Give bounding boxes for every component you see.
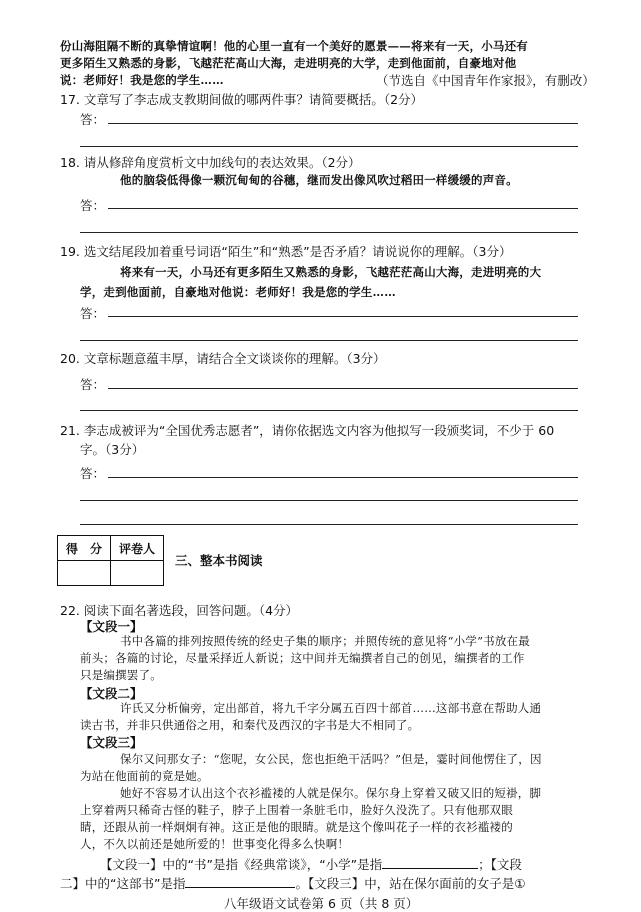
passage-label: 【文段三】 xyxy=(80,735,143,750)
question-18: 18. 请从修辞角度赏析文中加线句的表达效果。（2分） xyxy=(60,155,361,170)
answer-label: 答： xyxy=(80,466,106,481)
fill-text: 。【文段三】中，站在保尔面前的女子是① xyxy=(295,876,526,891)
answer-line[interactable] xyxy=(80,500,578,501)
quoted-sentence: 学，走到他面前，自豪地对他说：老师好！我是您的学生…… xyxy=(80,285,396,299)
answer-label: 答： xyxy=(80,306,106,321)
answer-line[interactable] xyxy=(108,123,578,124)
answer-line[interactable] xyxy=(80,410,578,411)
passage-line: 保尔又问那女子：“您呢，女公民，您也拒绝干活吗？”但是，霎时间他愣住了，因 xyxy=(120,752,542,766)
answer-line[interactable] xyxy=(108,388,578,389)
passage-line: 她好不容易才认出这个衣衫褴褛的人就是保尔。保尔身上穿着又破又旧的短褂，脚 xyxy=(120,786,542,800)
passage-line: 人，不久以前还是她所爱的！世事变化得多么快啊！ xyxy=(80,837,350,851)
passage-line: 书中各篇的排列按照传统的经史子集的顺序；并照传统的意见将“小学”书放在最 xyxy=(120,634,530,648)
excerpt-line: 份山海阻隔不断的真挚情谊啊！他的心里一直有一个美好的愿景——将来有一天，小马还有 xyxy=(60,39,528,53)
passage-line: 许氏又分析偏旁，定出部首，将九千字分属五百四十部首……这部书意在帮助人通 xyxy=(120,701,542,715)
answer-label: 答： xyxy=(80,198,106,213)
answer-line[interactable] xyxy=(80,524,578,525)
answer-label: 答： xyxy=(80,112,106,127)
score-box xyxy=(57,535,164,586)
question-21: 21. 李志成被评为“全国优秀志愿者”，请你依据选文内容为他拟写一段颁奖词，不少于 60 xyxy=(60,423,555,438)
passage-line: 读古书，并非只供通俗之用，和秦代及西汉的字书是大不相同了。 xyxy=(80,718,420,732)
excerpt-source: （节选自《中国青年作家报》，有删改） xyxy=(376,73,595,88)
question-21-cont: 字。（3分） xyxy=(80,442,145,457)
passage-line: 只是编撰罢了。 xyxy=(80,668,162,682)
passage-line: 前头；各篇的讨论，尽量采择近人新说；这中间并无编撰者自己的创见，编撰者的工作 xyxy=(80,651,525,665)
fill-blank[interactable] xyxy=(382,856,478,869)
fill-in-line xyxy=(100,855,522,873)
fill-in-line xyxy=(60,874,525,892)
grader-label: 评卷人 xyxy=(111,536,164,561)
question-19: 19. 选文结尾段加着重号词语“陌生”和“熟悉”是否矛盾？请说说你的理解。（3分） xyxy=(60,244,512,259)
passage-label: 【文段二】 xyxy=(80,686,143,701)
question-17: 17. 文章写了李志成支教期间做的哪两件事？请简要概括。（2分） xyxy=(60,92,424,107)
excerpt-line: 说：老师好！我是您的学生…… xyxy=(60,73,224,87)
section-title: 三、整本书阅读 xyxy=(175,553,263,568)
page-footer: 八年级语文试卷第 6 页（共 8 页） xyxy=(224,896,419,911)
grader-cell[interactable] xyxy=(111,561,164,586)
question-22: 22. 阅读下面名著选段，回答问题。（4分） xyxy=(60,603,299,618)
score-cell[interactable] xyxy=(58,561,111,586)
fill-text: 二】中的“这部书”是指 xyxy=(60,876,186,891)
quoted-sentence: 他的脑袋低得像一颗沉甸甸的谷穗，继而发出像风吹过稻田一样缓缓的声音。 xyxy=(120,173,518,187)
excerpt-line: 更多陌生又熟悉的身影，飞越茫茫高山大海，走进明亮的大学，走到他面前，自豪地对他 xyxy=(60,56,517,70)
fill-blank[interactable] xyxy=(185,875,295,888)
score-label: 得 分 xyxy=(58,536,111,561)
answer-line[interactable] xyxy=(108,316,578,317)
passage-label: 【文段一】 xyxy=(80,619,143,634)
fill-text: ；【文段 xyxy=(478,857,522,872)
question-20: 20. 文章标题意蕴丰厚，请结合全文谈谈你的理解。（3分） xyxy=(60,351,386,366)
answer-line[interactable] xyxy=(108,208,578,209)
answer-line[interactable] xyxy=(80,232,578,233)
passage-line: 上穿着两只稀奇古怪的鞋子，脖子上围着一条脏毛巾，脸好久没洗了。只有他那双眼 xyxy=(80,803,513,817)
fill-text: 【文段一】中的“书”是指《经典常谈》，“小学”是指 xyxy=(100,857,383,872)
answer-label: 答： xyxy=(80,377,106,392)
passage-line: 睛，还跟从前一样炯炯有神。这正是他的眼睛。就是这个像叫花子一样的衣衫褴褛的 xyxy=(80,820,513,834)
answer-line[interactable] xyxy=(108,477,578,478)
passage-line: 为站在他面前的竟是她。 xyxy=(80,769,209,783)
answer-line[interactable] xyxy=(80,340,578,341)
answer-line[interactable] xyxy=(80,146,578,147)
quoted-sentence: 将来有一天，小马还有更多陌生又熟悉的身影，飞越茫茫高山大海，走进明亮的大 xyxy=(120,265,542,279)
